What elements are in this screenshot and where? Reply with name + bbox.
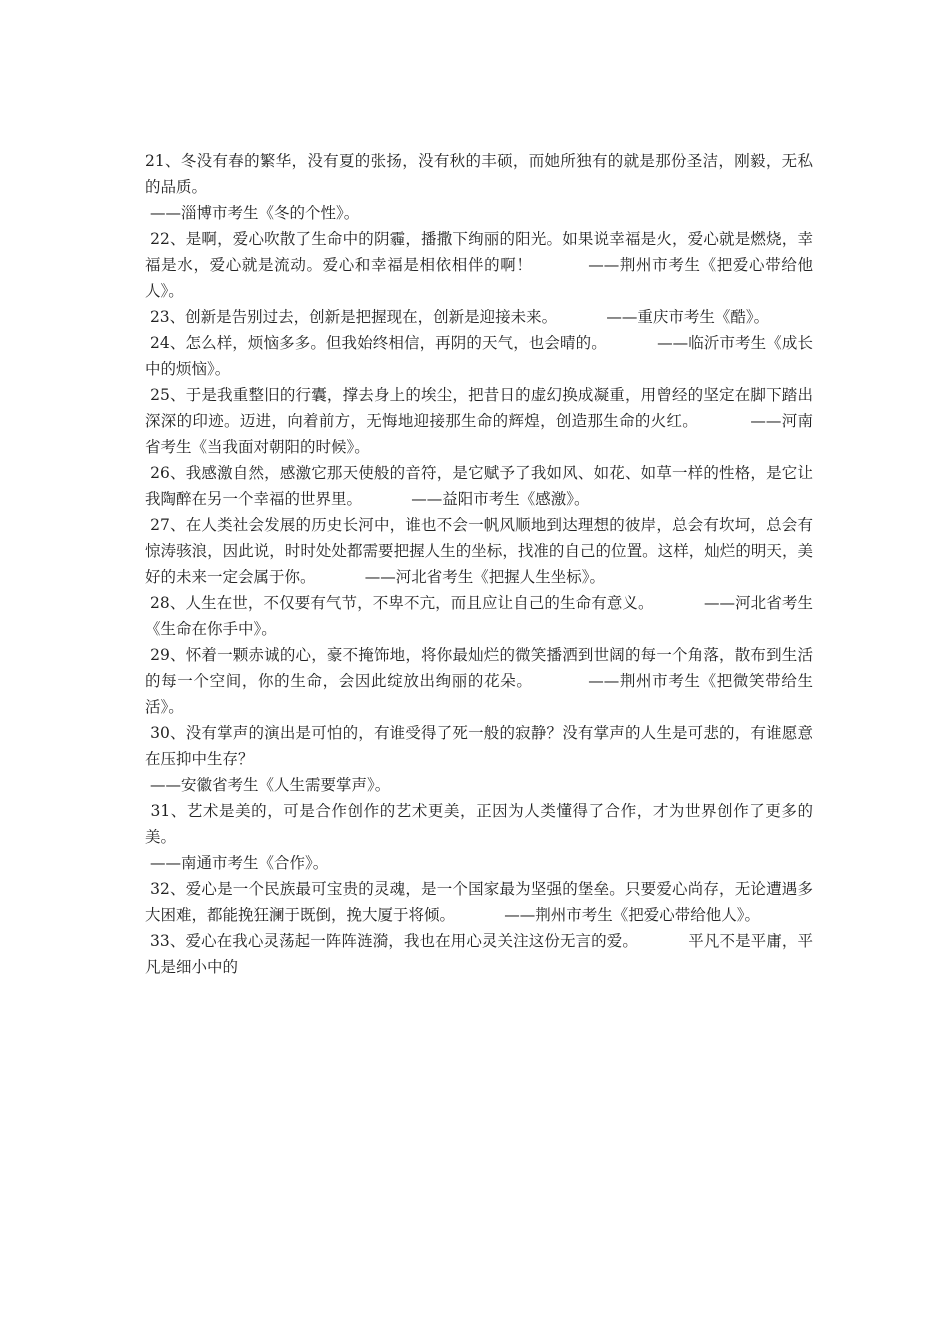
paragraph-31: 31、艺术是美的，可是合作创作的艺术更美，正因为人类懂得了合作，才为世界创作了更多的美。 xyxy=(145,802,813,846)
paragraph-33: 33、爱心在我心灵荡起一阵阵涟漪，我也在用心灵关注这份无言的爱。 平凡不是平庸，平凡是细小中的 xyxy=(145,932,813,976)
paragraph-27: 27、在人类社会发展的历史长河中，谁也不会一帆风顺地到达理想的彼岸，总会有坎坷，总会有惊涛骇浪，因此说，时时处处都需要把握人生的坐标，找准的自己的位置。这样，灿烂的明天，美好的未来一定会属于你。 ——河北省考生《把握人生坐标》。 xyxy=(145,516,813,586)
paragraph-32: 32、爱心是一个民族最可宝贵的灵魂，是一个国家最为坚强的堡垒。只要爱心尚存，无论遭遇多大困难，都能挽狂澜于既倒，挽大厦于将倾。 ——荆州市考生《把爱心带给他人》。 xyxy=(145,880,813,924)
source-31: ——南通市考生《合作》。 xyxy=(145,854,329,872)
document-page xyxy=(145,148,813,980)
source-21: ——淄博市考生《冬的个性》。 xyxy=(145,204,360,222)
paragraph-21: 21、冬没有春的繁华，没有夏的张扬，没有秋的丰硕，而她所独有的就是那份圣洁，刚毅，无私的品质。 xyxy=(145,152,813,196)
paragraph-26: 26、我感激自然，感激它那天使般的音符，是它赋予了我如风、如花、如草一样的性格，是它让我陶醉在另一个幸福的世界里。 ——益阳市考生《感激》。 xyxy=(145,464,813,508)
paragraph-22: 22、是啊，爱心吹散了生命中的阴霾，播撒下绚丽的阳光。如果说幸福是火，爱心就是燃烧，幸福是水，爱心就是流动。爱心和幸福是相依相伴的啊！ ——荆州市考生《把爱心带给他人》。 xyxy=(145,230,813,300)
source-30: ——安徽省考生《人生需要掌声》。 xyxy=(145,776,391,794)
paragraph-28: 28、人生在世，不仅要有气节，不卑不亢，而且应让自己的生命有意义。 ——河北省考生《生命在你手中》。 xyxy=(145,594,813,638)
paragraph-24: 24、怎么样，烦恼多多。但我始终相信，再阴的天气，也会晴的。 ——临沂市考生《成长中的烦恼》。 xyxy=(145,334,813,378)
paragraph-30: 30、没有掌声的演出是可怕的，有谁受得了死一般的寂静？没有掌声的人生是可悲的，有谁愿意在压抑中生存？ xyxy=(145,724,813,768)
paragraph-29: 29、怀着一颗赤诚的心，豪不掩饰地，将你最灿烂的微笑播洒到世阔的每一个角落，散布到生活的每一个空间，你的生命，会因此绽放出绚丽的花朵。 ——荆州市考生《把微笑带给生活》。 xyxy=(145,646,813,716)
paragraph-25: 25、于是我重整旧的行囊，撑去身上的埃尘，把昔日的虚幻换成凝重，用曾经的坚定在脚下踏出深深的印迹。迈进，向着前方，无悔地迎接那生命的辉煌，创造那生命的火红。 ——河南省考生《当我面对朝阳的时候》。 xyxy=(145,386,813,456)
paragraph-23: 23、创新是告别过去，创新是把握现在，创新是迎接未来。 ——重庆市考生《酷》。 xyxy=(145,308,770,326)
